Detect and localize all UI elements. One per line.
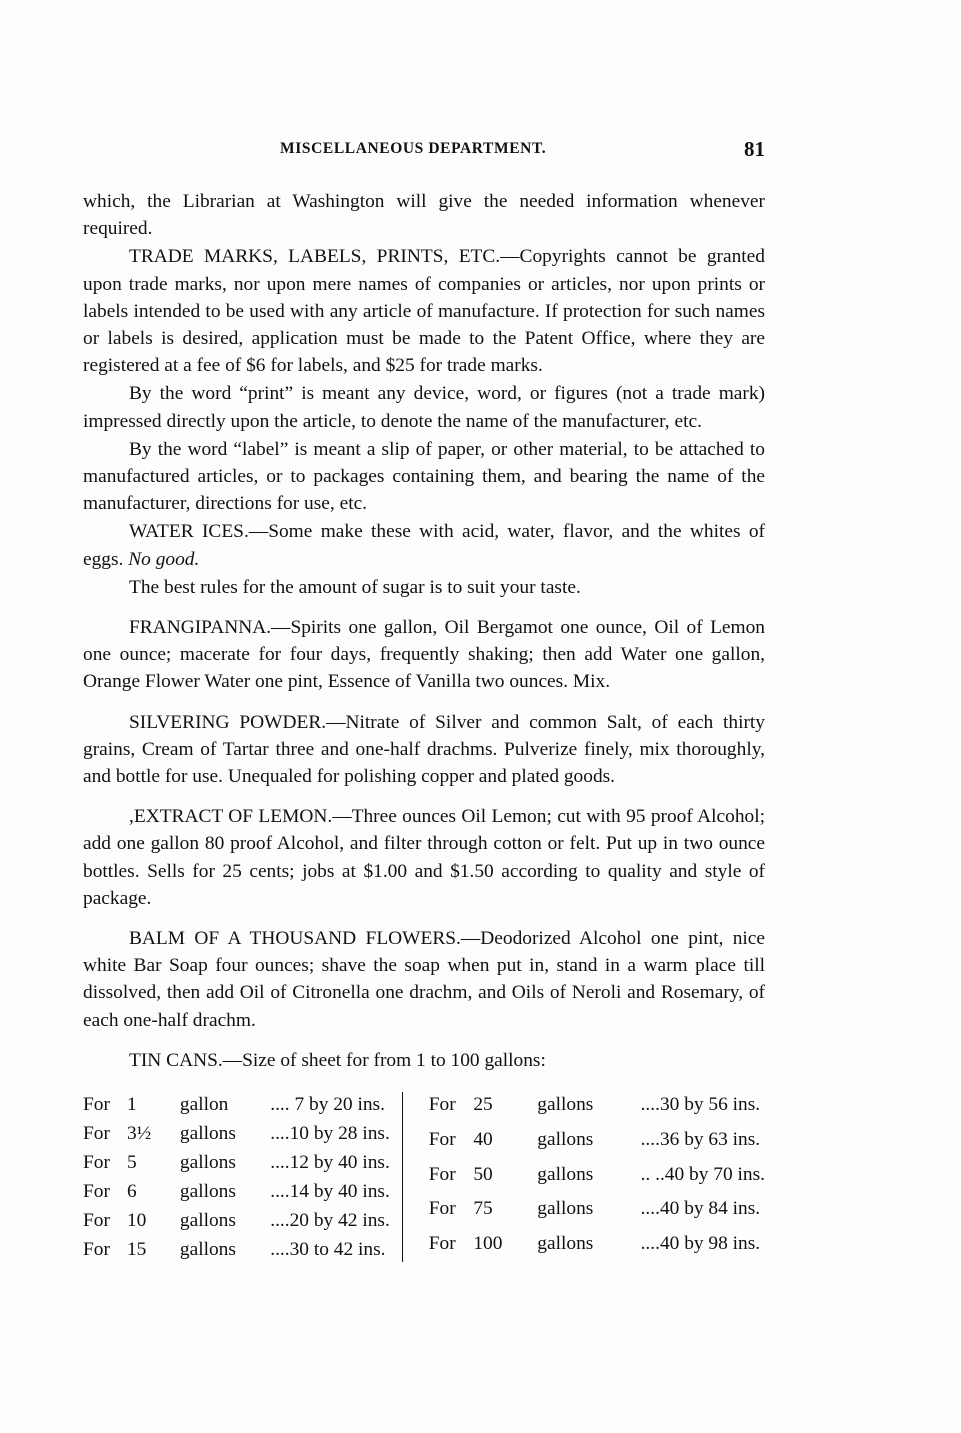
row-for-label: For <box>428 1128 456 1150</box>
row-for-label: For <box>83 1152 110 1174</box>
page-header <box>83 137 765 166</box>
row-quantity: 10 <box>126 1210 147 1232</box>
row-quantity: 25 <box>473 1094 493 1116</box>
table-row <box>429 1125 765 1160</box>
row-for-label: For <box>428 1198 456 1220</box>
row-for-label: For <box>83 1123 110 1145</box>
table-row <box>429 1229 765 1264</box>
row-quantity: 50 <box>473 1163 493 1185</box>
row-unit: gallons <box>179 1123 236 1145</box>
row-size: ....30 by 56 ins. <box>640 1094 761 1116</box>
row-unit: gallons <box>537 1163 594 1185</box>
row-for-label: For <box>83 1181 110 1203</box>
paragraph-water-ices <box>83 518 765 572</box>
paragraph-trade-marks: TRADE MARKS, LABELS, PRINTS, ETC.—Copyrights cannot be granted upon trade marks, nor upon mere names of companies or articles, nor upon prints or labels intended to be used with any article of manufacture. If protection for such names or labels is desired, application must be made to the Patent Office, where they are registered at a fee of $6 for labels, and $25 for trade marks. <box>83 246 765 377</box>
row-size: ....40 by 98 ins. <box>640 1233 761 1255</box>
row-size: ....10 by 28 ins. <box>270 1123 390 1145</box>
row-unit: gallon <box>179 1094 229 1116</box>
row-quantity: 40 <box>473 1128 493 1150</box>
row-for-label: For <box>83 1239 110 1261</box>
paragraph-continuation: which, the Librarian at Washington will give the needed information whenever required. <box>83 191 765 240</box>
row-unit: gallons <box>537 1198 594 1220</box>
tin-cans-right-column <box>429 1090 765 1264</box>
row-for-label: For <box>83 1094 110 1116</box>
row-unit: gallons <box>537 1128 594 1150</box>
paragraph-print-definition: By the word “print” is meant any device, word, or figures (not a trade mark) impressed directly upon the article, to denote the name of the manufacturer, etc. <box>83 383 765 432</box>
row-for-label: For <box>428 1094 456 1116</box>
row-unit: gallons <box>179 1239 236 1261</box>
row-quantity: 5 <box>126 1152 137 1174</box>
row-quantity: 100 <box>473 1233 503 1255</box>
table-row <box>429 1090 765 1125</box>
water-ices-emphasis: No good. <box>128 548 200 570</box>
page-content <box>83 137 765 1264</box>
row-quantity: 1 <box>126 1094 137 1116</box>
table-row <box>83 1206 390 1235</box>
row-quantity: 3½ <box>126 1123 152 1145</box>
tin-cans-left-column <box>83 1090 390 1264</box>
row-size: .. ..40 by 70 ins. <box>640 1163 765 1185</box>
row-size: ....40 by 84 ins. <box>640 1198 761 1220</box>
row-quantity: 75 <box>473 1198 493 1220</box>
table-row <box>429 1194 765 1229</box>
table-row <box>83 1235 390 1264</box>
table-row <box>83 1119 390 1148</box>
row-for-label: For <box>428 1233 456 1255</box>
paragraph-frangipanna: FRANGIPANNA.—Spirits one gallon, Oil Bergamot one ounce, Oil of Lemon one ounce; macerate for four days, frequently shaking; then add Water one gallon, Orange Flower Water one pint, Essence of Vanilla two ounces. Mix. <box>83 617 765 693</box>
row-size: .... 7 by 20 ins. <box>270 1094 385 1116</box>
paragraph-silvering-powder: SILVERING POWDER.—Nitrate of Silver and common Salt, of each thirty grains, Cream of Tartar three and one-half drachms. Pulverize finely, mix thoroughly, and bottle for use. Unequaled for polishing copper and plated goods. <box>83 711 765 788</box>
paragraph-extract-of-lemon: ,EXTRACT OF LEMON.—Three ounces Oil Lemon; cut with 95 proof Alcohol; add one gallon 80 proof Alcohol, and filter through cotton or felt. Put up in two ounce bottles. Sells for 25 cents; jobs at $1.00 and $1.50 according to quality and style of package. <box>83 806 765 909</box>
row-for-label: For <box>83 1210 110 1232</box>
row-unit: gallons <box>179 1152 236 1174</box>
table-vertical-rule <box>402 1092 403 1262</box>
row-unit: gallons <box>537 1233 594 1255</box>
table-row <box>83 1090 390 1119</box>
row-size: ....14 by 40 ins. <box>270 1181 390 1203</box>
row-unit: gallons <box>537 1094 594 1116</box>
row-quantity: 15 <box>126 1239 147 1261</box>
table-row <box>83 1148 390 1177</box>
running-head: MISCELLANEOUS DEPARTMENT. <box>280 140 547 157</box>
row-size: ....36 by 63 ins. <box>640 1128 761 1150</box>
tin-cans-table <box>83 1090 765 1264</box>
row-unit: gallons <box>179 1210 236 1232</box>
table-row <box>83 1177 390 1206</box>
row-for-label: For <box>428 1163 456 1185</box>
row-size: ....12 by 40 ins. <box>270 1152 390 1174</box>
paragraph-label-definition: By the word “label” is meant a slip of paper, or other material, to be attached to manufactured articles, or to packages containing them, and bearing the name of the manufacturer, directions for use, etc. <box>83 438 765 515</box>
page-number: 81 <box>744 137 765 161</box>
paragraph-tin-cans: TIN CANS.—Size of sheet for from 1 to 100 gallons: <box>129 1049 546 1071</box>
row-unit: gallons <box>179 1181 236 1203</box>
water-ices-text: WATER ICES.—Some make these with acid, water, flavor, and the whites of eggs. <box>83 521 765 570</box>
row-size: ....30 to 42 ins. <box>270 1239 386 1261</box>
row-quantity: 6 <box>126 1181 137 1203</box>
paragraph-balm-of-a-thousand-flowers: BALM OF A THOUSAND FLOWERS.—Deodorized Alcohol one pint, nice white Bar Soap four ounces; shave the soap when put in, stand in a warm place till dissolved, then add Oil of Citronella one drachm, and Oils of Neroli and Rosemary, of each one-half drachm. <box>83 928 765 1031</box>
row-size: ....20 by 42 ins. <box>270 1210 390 1232</box>
table-row <box>429 1160 765 1195</box>
paragraph-sugar-rule: The best rules for the amount of sugar is to suit your taste. <box>129 576 581 598</box>
